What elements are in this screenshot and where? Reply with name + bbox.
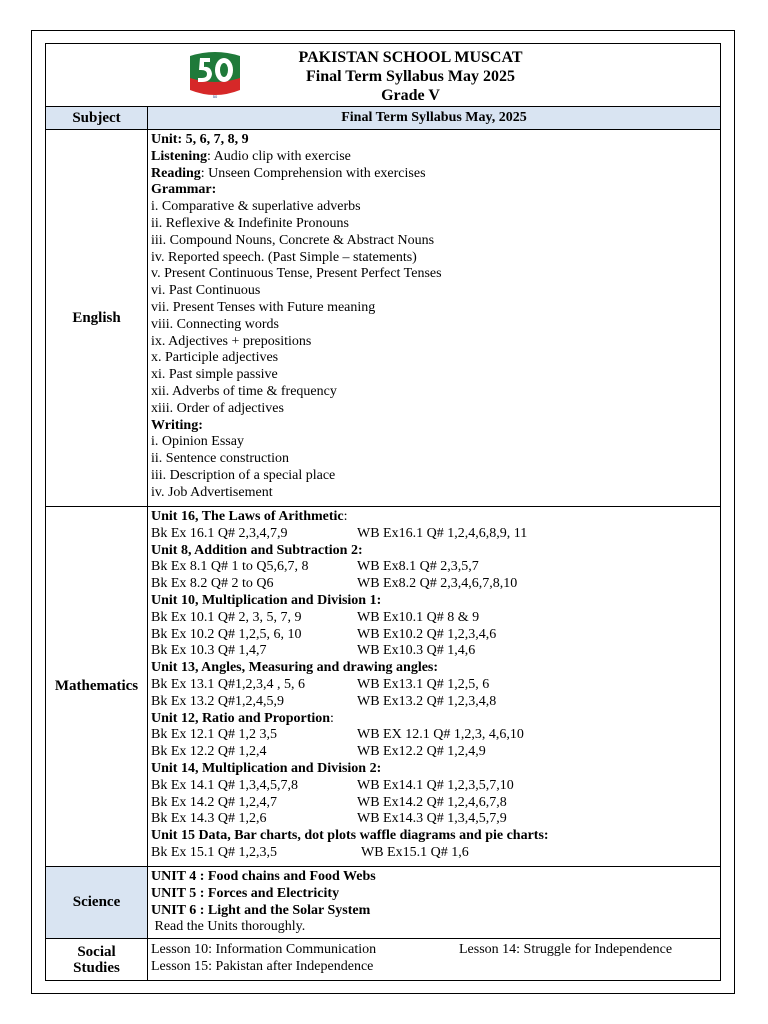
social-studies-content (148, 939, 721, 981)
grammar-item: xiii. Order of adjectives (151, 400, 284, 416)
math-unit-title: Unit 14, Multiplication and Division 2: (151, 760, 382, 776)
math-exercise-row: Bk Ex 8.2 Q# 2 to Q6 WB Ex8.2 Q# 2,3,4,6,7,8,10 (151, 576, 518, 592)
document-title: Final Term Syllabus May 2025 (306, 68, 515, 85)
subject-column-header: Subject (46, 107, 148, 130)
syllabus-column-header: Final Term Syllabus May, 2025 (148, 107, 721, 130)
math-unit-title: Unit 16, The Laws of Arithmetic: (151, 509, 348, 524)
syllabus-table (45, 43, 721, 981)
math-exercise-row: Bk Ex 13.2 Q#1,2,4,5,9 WB Ex13.2 Q# 1,2,3,4,8 (151, 693, 497, 709)
math-exercise-row: Bk Ex 14.2 Q# 1,2,4,7 WB Ex14.2 Q# 1,2,4,6,7,8 (151, 794, 507, 810)
science-content (148, 867, 721, 939)
subject-science: Science (46, 867, 148, 939)
writing-item: i. Opinion Essay (151, 434, 244, 450)
grammar-heading: Grammar: (151, 182, 217, 198)
grammar-item: v. Present Continuous Tense, Present Perfect Tenses (151, 266, 442, 282)
mathematics-content (148, 507, 721, 867)
science-unit: UNIT 5 : Forces and Electricity (151, 885, 340, 901)
grammar-item: ix. Adjectives + prepositions (151, 333, 312, 349)
english-listening: Listening: Audio clip with exercise (151, 148, 351, 164)
math-unit-title: Unit 12, Ratio and Proportion: (151, 710, 334, 726)
grammar-item: vi. Past Continuous (151, 283, 261, 299)
english-reading: Reading: Unseen Comprehension with exercises (151, 165, 426, 181)
math-exercise-row: Bk Ex 15.1 Q# 1,2,3,5 WB Ex15.1 Q# 1,6 (151, 844, 469, 860)
grammar-item: xii. Adverbs of time & frequency (151, 383, 337, 399)
social-studies-row (46, 939, 721, 981)
grammar-item: xi. Past simple passive (151, 367, 278, 383)
math-exercise-row: Bk Ex 14.1 Q# 1,3,4,5,7,8 WB Ex14.1 Q# 1,2,3,5,7,10 (151, 777, 514, 793)
english-units: Unit: 5, 6, 7, 8, 9 (151, 132, 249, 147)
writing-item: ii. Sentence construction (151, 451, 290, 467)
grammar-item: vii. Present Tenses with Future meaning (151, 299, 376, 315)
english-row (46, 130, 721, 507)
math-exercise-row: Bk Ex 10.2 Q# 1,2,5, 6, 10 WB Ex10.2 Q# 1,2,3,4,6 (151, 626, 497, 642)
school-logo (186, 48, 244, 102)
school-name: PAKISTAN SCHOOL MUSCAT (298, 49, 523, 66)
math-exercise-row: Bk Ex 10.3 Q# 1,4,7 WB Ex10.3 Q# 1,4,6 (151, 643, 476, 659)
grammar-item: i. Comparative & superlative adverbs (151, 199, 361, 215)
document-header (46, 44, 721, 107)
grammar-item: ii. Reflexive & Indefinite Pronouns (151, 215, 349, 231)
science-row (46, 867, 721, 939)
grade-label: Grade V (381, 87, 440, 104)
grammar-item: x. Participle adjectives (151, 350, 279, 366)
grammar-item: viii. Connecting words (151, 316, 279, 332)
science-unit: UNIT 4 : Food chains and Food Webs (151, 869, 376, 884)
math-exercise-row: Bk Ex 12.2 Q# 1,2,4 WB Ex12.2 Q# 1,2,4,9 (151, 744, 486, 760)
science-unit: UNIT 6 : Light and the Solar System (151, 902, 371, 918)
social-lesson-row: Lesson 10: Information Communication Lesson 14: Struggle for Independence (151, 942, 673, 958)
math-exercise-row: Bk Ex 16.1 Q# 2,3,4,7,9 WB Ex16.1 Q# 1,2,4,6,8,9, 11 (151, 525, 528, 541)
writing-item: iii. Description of a special place (151, 467, 336, 483)
math-unit-title: Unit 10, Multiplication and Division 1: (151, 592, 382, 608)
social-lesson: Lesson 15: Pakistan after Independence (151, 958, 374, 974)
english-content (148, 130, 721, 507)
science-note: Read the Units thoroughly. (151, 919, 306, 935)
math-exercise-row: Bk Ex 13.1 Q#1,2,3,4 , 5, 6 WB Ex13.1 Q# 1,2,5, 6 (151, 676, 490, 692)
subject-social-studies: Social Studies (46, 939, 148, 981)
grammar-item: iii. Compound Nouns, Concrete & Abstract Nouns (151, 232, 435, 248)
math-unit-title: Unit 15 Data, Bar charts, dot plots waffle diagrams and pie charts: (151, 828, 549, 844)
svg-text:50: 50 (212, 94, 218, 99)
subject-mathematics: Mathematics (46, 507, 148, 867)
grammar-item: iv. Reported speech. (Past Simple – statements) (151, 249, 417, 265)
math-unit-title: Unit 13, Angles, Measuring and drawing angles: (151, 660, 439, 676)
math-unit-title: Unit 8, Addition and Subtraction 2: (151, 542, 363, 558)
subject-english: English (46, 130, 148, 507)
writing-heading: Writing: (151, 417, 203, 433)
math-exercise-row: Bk Ex 10.1 Q# 2, 3, 5, 7, 9 WB Ex10.1 Q# 8 & 9 (151, 609, 480, 625)
math-exercise-row: Bk Ex 8.1 Q# 1 to Q5,6,7, 8 WB Ex8.1 Q# 2,3,5,7 (151, 559, 479, 575)
math-exercise-row: Bk Ex 12.1 Q# 1,2 3,5 WB EX 12.1 Q# 1,2,3, 4,6,10 (151, 727, 524, 743)
mathematics-row (46, 507, 721, 867)
writing-item: iv. Job Advertisement (151, 484, 273, 500)
math-exercise-row: Bk Ex 14.3 Q# 1,2,6 WB Ex14.3 Q# 1,3,4,5,7,9 (151, 811, 507, 827)
